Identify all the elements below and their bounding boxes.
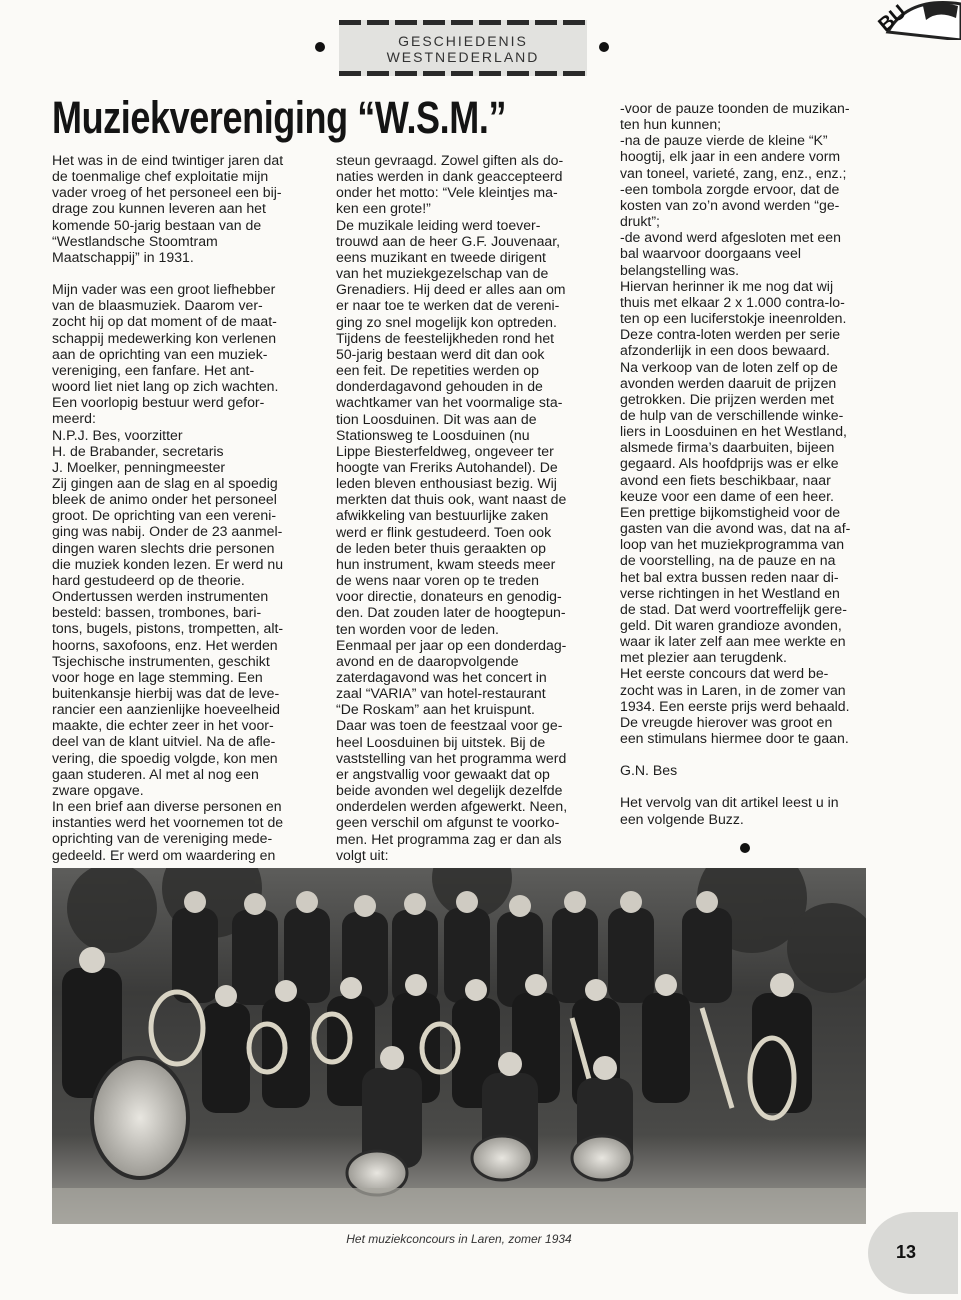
section-line-1: GESCHIEDENIS <box>398 33 528 49</box>
article-column-3 <box>620 100 872 827</box>
header-dash-bottom <box>339 71 587 76</box>
band-photo-illustration <box>52 868 866 1224</box>
header-bullet-right <box>599 42 609 52</box>
header-bullet-left <box>315 42 325 52</box>
paragraph: Mijn vader was een groot liefhebber van de blaasmuziek. Daarom ver- zocht hij op dat moment of de maat- schappij medewerking kon verlenen aan de oprichting van een muziek- vereniging, een fanfare. Het ant- woord liet niet lang op zich wachten. Een voorlopig bestuur werd gefor- meerd: N.P.J. Bes, voorzitter H. de Brabander, secretaris J. Moelker, penningmeester Zij gingen aan de slag en al spoedig bleek de animo onder het personeel groot. De oprichting van een vereni- ging was nabij. Onder de 23 aanmel- dingen waren slechts drie personen die muziek konden lezen. Er werd nu hard gestudeerd op de theorie. Ondertussen werden instrumenten besteld: bassen, trombones, bari- tons, bugels, pistons, trompetten, alt- hoorns, saxofoons, enz. Het werden Tsjechische instrumenten, geschikt voor hoge en lage stemming. Een buitenkansje hierbij was dat de leve- rancier een aanzienlijke hoeveelheid maakte, die echter zeer in het voor- deel van de klant uitviel. Na de afle- vering, die spoedig volgde, kon men gaan studeren. Al met al nog een zware opgave. In een brief aan diverse personen en instanties werd het voornemen tot de oprichting van de vereniging mede- gedeeld. Er werd om waardering en <box>52 281 284 863</box>
end-bullet <box>740 843 750 853</box>
photo-caption: Het muziekconcours in Laren, zomer 1934 <box>346 1232 572 1246</box>
article-column-1 <box>52 152 314 863</box>
paragraph: Het was in de eind twintiger jaren dat de toenmalige chef exploitatie mijn vader vroeg of het personeel een bij- drage zou kunnen leveren aan het komende 50-jarig bestaan van de “Westlandsche Stoomtram Maatschappij” in 1931. <box>52 152 284 265</box>
band-photo <box>52 868 866 1224</box>
author: G.N. Bes <box>620 762 678 779</box>
paragraph: steun gevraagd. Zowel giften als do- naties werden in dank geaccepteerd onder het motto: “Vele kleintjes ma- ken een grote!” De muzikale leiding werd toever- trouwd aan de heer G.F. Jouvenaar, eens muzikant en tweede dirigent van het muziekgezelschap van de Grenadiers. Hij deed er alles aan om er naar toe te werken dat de vereni- ging zo snel mogelijk kon optreden. Tijdens de feestelijkheden rond het 50-jarig bestaan werd dit dan ook een feit. De repetities werden op donderdagavond gehouden in de wachtkamer van het voormalige sta- tion Loosduinen. Dit was aan de Stationsweg te Loosduinen (nu Lippe Biesterfeldweg, ongeveer ter hoogte van Freriks Autohandel). De leden bleven enthousiast bezig. Wij merkten dat thuis ook, want naast de afwikkeling van bestuurlijke zaken werd er flink gestudeerd. Toen ook de leden beter thuis geraakten op hun instrument, kwam steeds meer de wens naar voren op te treden voor directie, donateurs en genodig- den. Dat zouden later de hoogtepun- ten worden voor de leden. Eenmaal per jaar op een donderdag- avond en de daaropvolgende zaterdagavond was het concert in zaal “VARIA” van hotel-restaurant “De Roskam” aan het kruispunt. Daar was toen de feestzaal voor ge- heel Loosduinen bij uitstek. Bij de vaststelling van het programma werd er angstvallig voor gewaakt dat op beide avonden wel degelijk dezelfde onderdelen werden afgewerkt. Neen, geen verschil om afgunst te voorko- men. Het programma zag er dan als volgt uit: <box>336 152 568 863</box>
buzz-logo-icon <box>868 0 961 40</box>
section-header-text <box>339 33 587 65</box>
logo-text: BU <box>874 0 911 37</box>
paragraph: -voor de pauze toonden de muzikan- ten hun kunnen; -na de pauze vierde de kleine “K” hoogtij, elk jaar in een andere vorm van toneel, varieté, zang, enz., enz.; -een tombola zorgde ervoor, dat de kosten van zo’n avond werden “ge- drukt”; -de avond werd afgesloten met een bal waarvoor doorgaans veel belangstelling was. Hiervan herinner ik me nog dat wij thuis met elkaar 2 x 1.000 contra-lo- ten op een luciferstokje ineenrolden. Deze contra-loten werden per serie afzonderlijk in een doos bewaard. Na verkoop van de loten zelf op de avonden werden daaruit de prijzen getrokken. Die prijzen werden met de hulp van de verschillende winke- liers in Loosduinen en het Westland, alsmede firma’s daarbuiten, bijeen gegaard. Als hoofdprijs was er elke avond een fiets beschikbaar, naar keuze voor een dame of een heer. Een prettige bijkomstigheid voor de gasten van die avond was, dat na af- loop van het muziekprogramma van de voorstelling, na de pauze en na het bal extra bussen reden naar di- verse richtingen in het Westland en de stad. Dat werd voortreffelijk gere- geld. Dit waren grandioze avonden, waar ik later zelf aan mee werkte en met plezier aan terugdenk. Het eerste concours dat werd be- zocht was in Laren, in de zomer van 1934. Een eerste prijs werd behaald. De vreugde hierover was groot en een stimulans hiermee door te gaan. <box>620 100 851 747</box>
section-line-2: WESTNEDERLAND <box>386 49 540 65</box>
article-column-2 <box>336 152 582 863</box>
section-header <box>339 20 587 76</box>
article-title: Muziekvereniging “W.S.M.” <box>52 92 507 143</box>
page-number: 13 <box>896 1242 917 1262</box>
header-dash-top <box>339 20 587 25</box>
continuation-note: Het vervolg van dit artikel leest u in een volgende Buzz. <box>620 794 839 827</box>
